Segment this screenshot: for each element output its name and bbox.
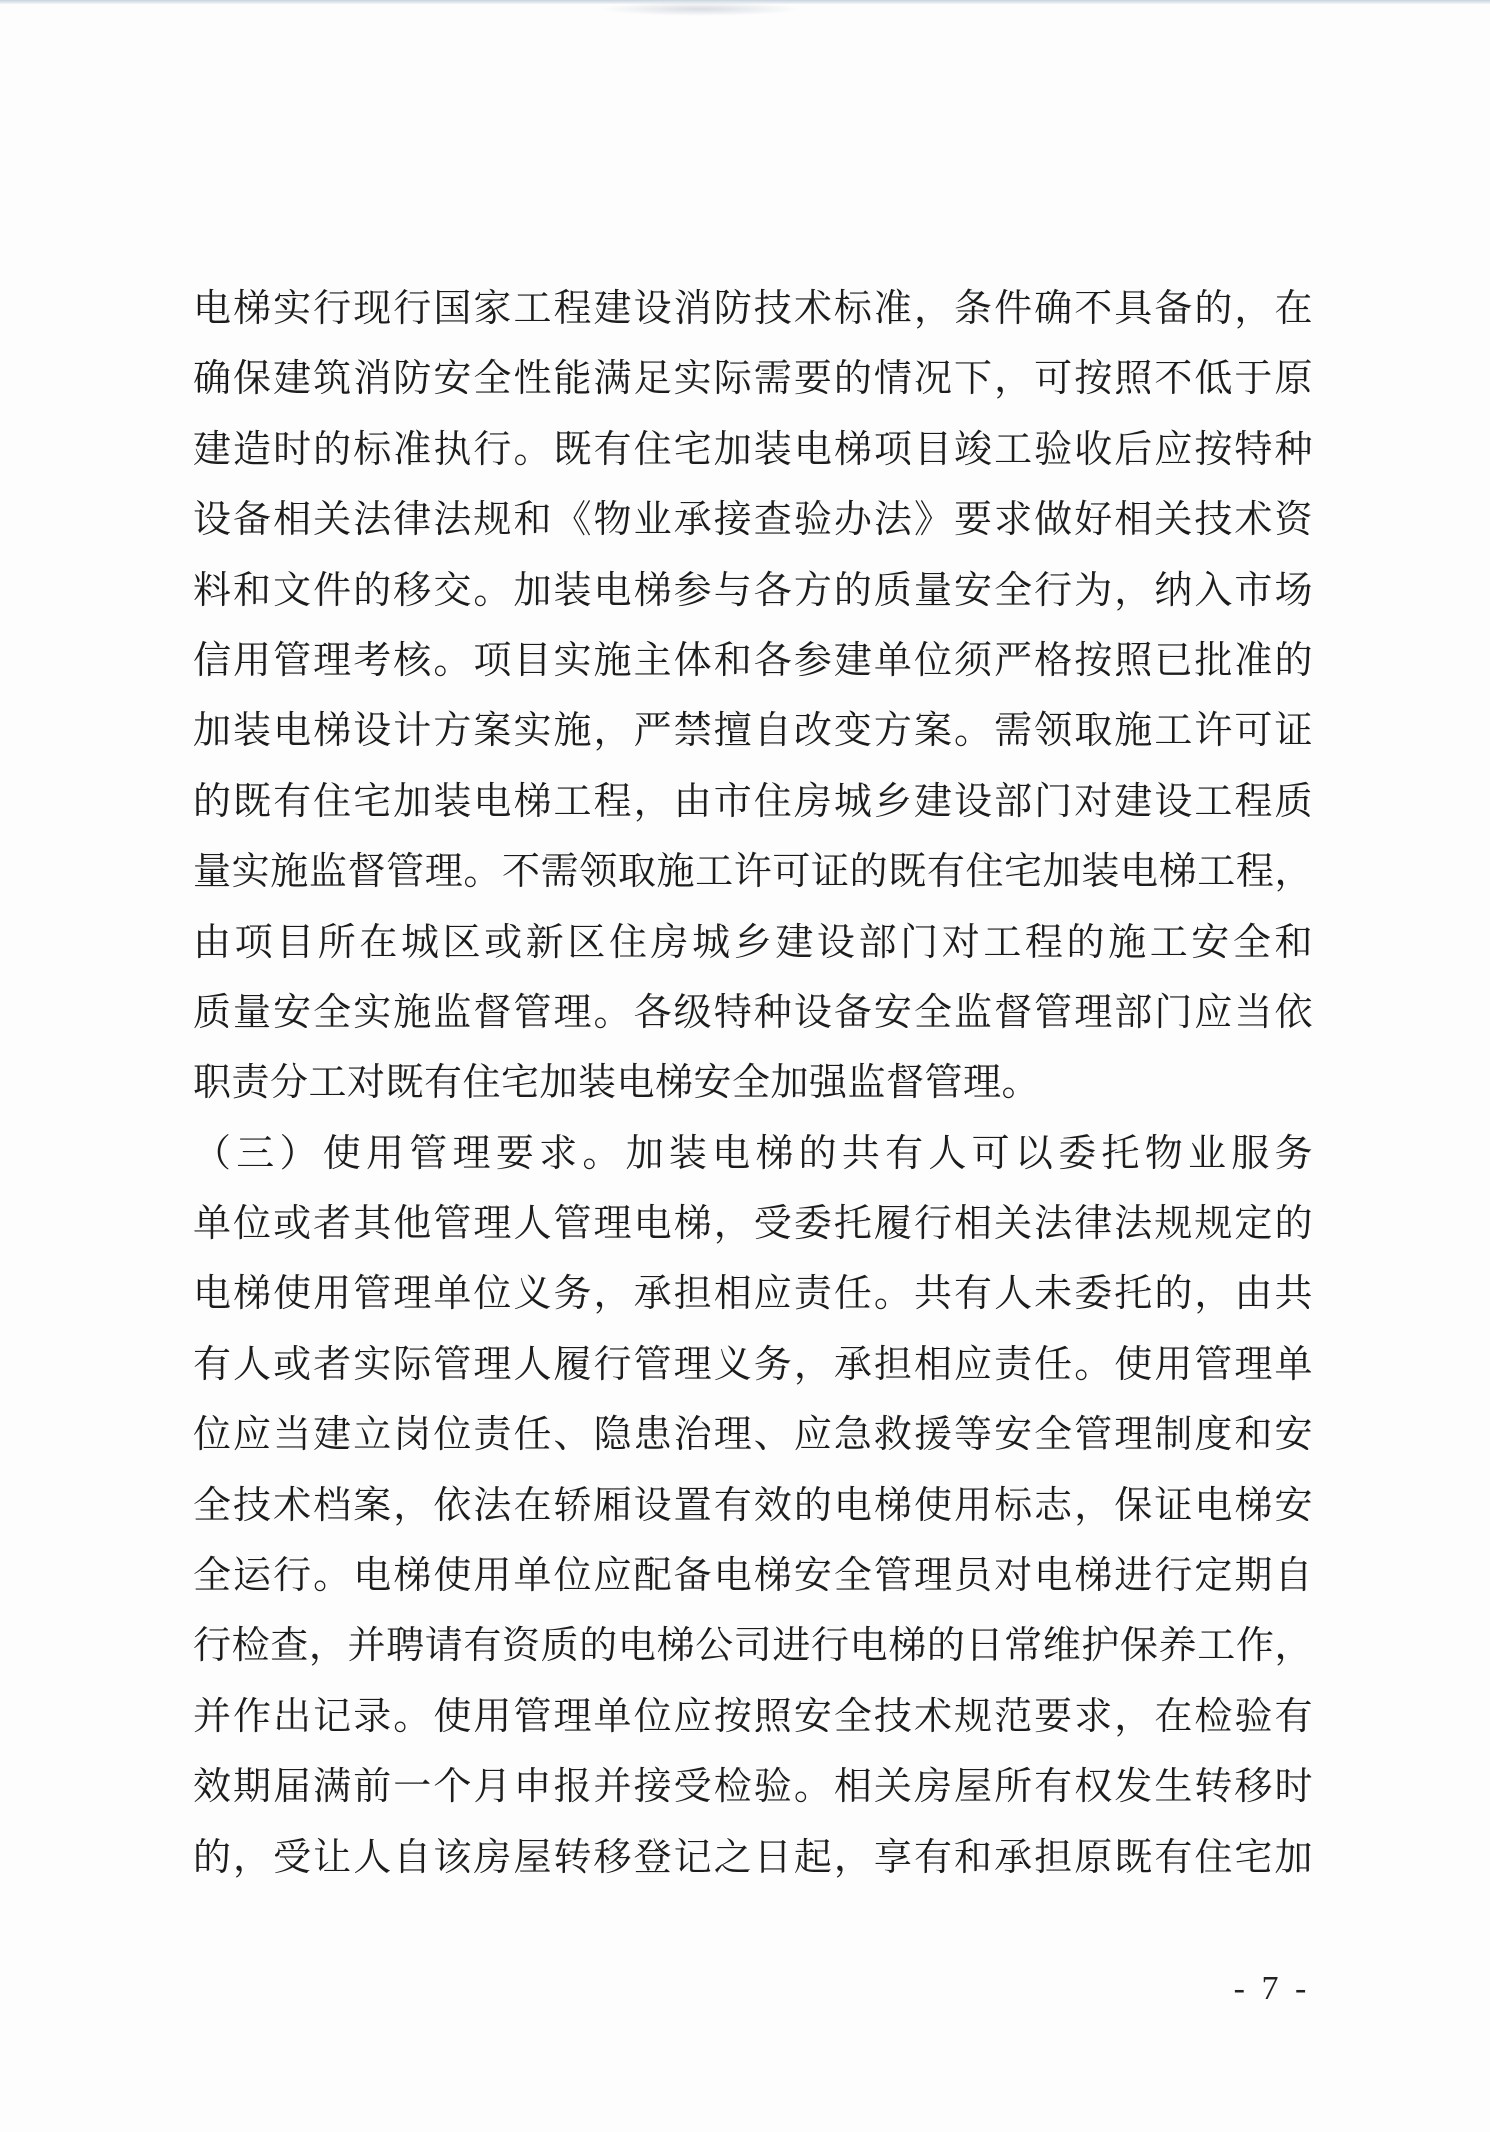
body-text xyxy=(193,278,1313,1897)
text-line: 单位或者其他管理人管理电梯，受委托履行相关法律法规规定的 xyxy=(193,1201,1313,1246)
text-line: 电梯使用管理单位义务，承担相应责任。共有人未委托的，由共 xyxy=(193,1271,1313,1316)
text-line: 位应当建立岗位责任、隐患治理、应急救援等安全管理制度和安 xyxy=(193,1412,1313,1457)
text-line: 行检查，并聘请有资质的电梯公司进行电梯的日常维护保养工作， xyxy=(193,1623,1313,1668)
section-heading-line: （三）使用管理要求。加装电梯的共有人可以委托物业服务 xyxy=(193,1130,1313,1175)
text-line: 由项目所在城区或新区住房城乡建设部门对工程的施工安全和 xyxy=(193,919,1313,964)
text-line: 设备相关法律法规和《物业承接查验办法》要求做好相关技术资 xyxy=(193,497,1313,542)
text-line: 信用管理考核。项目实施主体和各参建单位须严格按照已批准的 xyxy=(193,637,1313,682)
text-line: 建造时的标准执行。既有住宅加装电梯项目竣工验收后应按特种 xyxy=(193,426,1313,471)
text-line: 电梯实行现行国家工程建设消防技术标准，条件确不具备的，在 xyxy=(193,286,1313,330)
text-line: 料和文件的移交。加装电梯参与各方的质量安全行为，纳入市场 xyxy=(193,567,1313,612)
text-line: 的既有住宅加装电梯工程，由市住房城乡建设部门对建设工程质 xyxy=(193,778,1313,823)
text-line: 并作出记录。使用管理单位应按照安全技术规范要求，在检验有 xyxy=(193,1693,1313,1738)
text-line: 效期届满前一个月申报并接受检验。相关房屋所有权发生转移时 xyxy=(193,1764,1313,1809)
text-line: 确保建筑消防安全性能满足实际需要的情况下，可按照不低于原 xyxy=(193,356,1313,401)
text-line-paragraph-end: 职责分工对既有住宅加装电梯安全加强监督管理。 xyxy=(193,1060,1041,1105)
text-line: 的，受让人自该房屋转移登记之日起，享有和承担原既有住宅加 xyxy=(193,1834,1313,1879)
text-line: 质量安全实施监督管理。各级特种设备安全监督管理部门应当依 xyxy=(193,989,1313,1034)
text-line: 全运行。电梯使用单位应配备电梯安全管理员对电梯进行定期自 xyxy=(193,1553,1313,1598)
text-line: 有人或者实际管理人履行管理义务，承担相应责任。使用管理单 xyxy=(193,1341,1313,1386)
text-line: 加装电梯设计方案实施，严禁擅自改变方案。需领取施工许可证 xyxy=(193,708,1313,753)
page-number: - 7 - xyxy=(1233,1970,1311,2007)
text-line: 量实施监督管理。不需领取施工许可证的既有住宅加装电梯工程， xyxy=(193,849,1313,894)
text-line: 全技术档案，依法在轿厢设置有效的电梯使用标志，保证电梯安 xyxy=(193,1482,1313,1527)
